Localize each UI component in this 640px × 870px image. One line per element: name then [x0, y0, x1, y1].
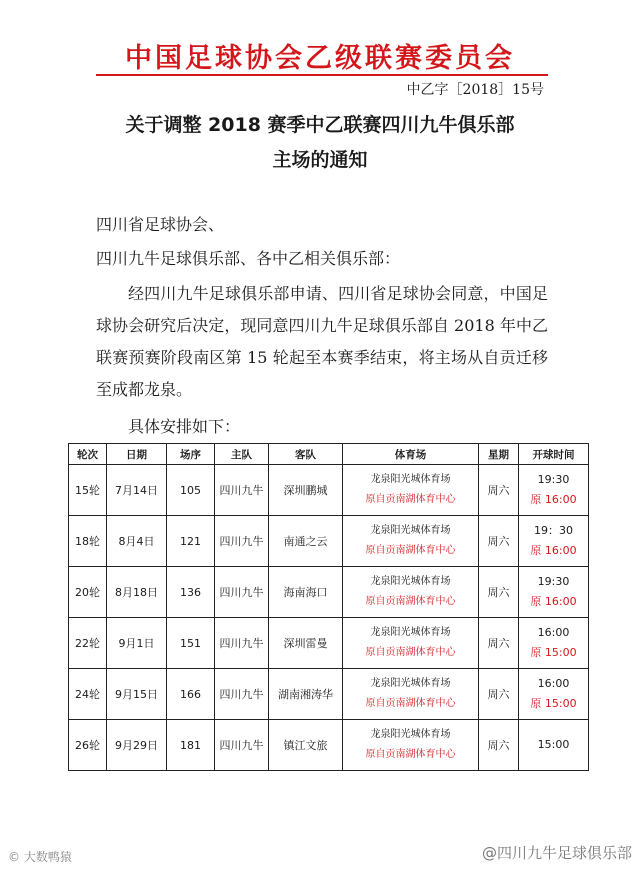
notice-title-line-1: 关于调整 2018 赛季中乙联赛四川九牛俱乐部	[125, 114, 515, 136]
cell-match-no: 105	[167, 465, 215, 516]
table-row	[69, 516, 589, 567]
recipient-line-2: 四川九牛足球俱乐部、各中乙相关俱乐部：	[96, 249, 401, 268]
cell-round: 18轮	[69, 516, 107, 567]
cell-home: 四川九牛	[215, 567, 269, 618]
venue-original: 原自贡南湖体育中心	[365, 494, 456, 505]
cell-venue	[343, 465, 479, 516]
body-paragraph: 经四川九牛足球俱乐部申请、四川省足球协会同意，中国足球协会研究后决定，现同意四川九牛足球俱乐部自 2018 年中乙联赛预赛阶段南区第 15 轮起至本赛季结束，将主场从自贡迁移至成都龙泉。	[96, 284, 548, 399]
cell-round: 22轮	[69, 618, 107, 669]
header-home: 主队	[215, 444, 269, 465]
header-venue: 体育场	[343, 444, 479, 465]
cell-round: 20轮	[69, 567, 107, 618]
venue-original: 原自贡南湖体育中心	[365, 698, 456, 709]
cell-round: 26轮	[69, 720, 107, 771]
cell-match-no: 121	[167, 516, 215, 567]
cell-date: 8月18日	[107, 567, 167, 618]
cell-weekday: 周六	[479, 567, 519, 618]
cell-home: 四川九牛	[215, 516, 269, 567]
header-away: 客队	[269, 444, 343, 465]
venue-original: 原自贡南湖体育中心	[365, 545, 456, 556]
cell-match-no: 136	[167, 567, 215, 618]
schedule-table-container	[68, 443, 589, 771]
cell-round: 15轮	[69, 465, 107, 516]
cell-away: 镇江文旅	[269, 720, 343, 771]
cell-date: 9月1日	[107, 618, 167, 669]
venue-new: 龙泉阳光城体育场	[370, 729, 451, 740]
table-row	[69, 465, 589, 516]
cell-kickoff	[519, 669, 589, 720]
kickoff-new: 16:00	[537, 626, 570, 639]
table-row	[69, 618, 589, 669]
header-round: 轮次	[69, 444, 107, 465]
cell-venue	[343, 618, 479, 669]
cell-kickoff	[519, 516, 589, 567]
cell-weekday: 周六	[479, 669, 519, 720]
kickoff-new: 19:30	[537, 575, 570, 588]
schedule-table	[68, 443, 589, 771]
recipient-line-1: 四川省足球协会、	[96, 215, 225, 234]
cell-away: 深圳鹏城	[269, 465, 343, 516]
cell-weekday: 周六	[479, 516, 519, 567]
cell-venue	[343, 669, 479, 720]
kickoff-original: 原 15:00	[530, 646, 577, 659]
org-header-title: 中国足球协会乙级联赛委员会	[125, 43, 515, 74]
notice-title-line-2: 主场的通知	[272, 149, 368, 171]
cell-match-no: 151	[167, 618, 215, 669]
cell-date: 7月14日	[107, 465, 167, 516]
venue-original: 原自贡南湖体育中心	[365, 749, 456, 760]
table-row	[69, 669, 589, 720]
watermark-right: @四川九牛足球俱乐部	[481, 844, 632, 862]
kickoff-original: 原 15:00	[530, 697, 577, 710]
cell-match-no: 166	[167, 669, 215, 720]
table-row	[69, 720, 589, 771]
header-kickoff: 开球时间	[519, 444, 589, 465]
venue-new: 龙泉阳光城体育场	[370, 576, 451, 587]
cell-weekday: 周六	[479, 720, 519, 771]
cell-home: 四川九牛	[215, 465, 269, 516]
cell-kickoff	[519, 465, 589, 516]
cell-venue	[343, 567, 479, 618]
arrangement-intro: 具体安排如下：	[128, 417, 241, 436]
cell-match-no: 181	[167, 720, 215, 771]
watermark-left: © 大数鸭猿	[8, 850, 72, 864]
document-number: 中乙字［2018］15号	[406, 82, 544, 98]
cell-away: 南通之云	[269, 516, 343, 567]
kickoff-original: 原 16:00	[530, 595, 577, 608]
kickoff-original: 原 16:00	[530, 544, 577, 557]
cell-date: 9月15日	[107, 669, 167, 720]
kickoff-new: 16:00	[537, 677, 570, 690]
kickoff-new: 15:00	[537, 738, 570, 751]
venue-new: 龙泉阳光城体育场	[370, 474, 451, 485]
kickoff-original: 原 16:00	[530, 493, 577, 506]
venue-new: 龙泉阳光城体育场	[370, 627, 451, 638]
cell-home: 四川九牛	[215, 720, 269, 771]
venue-original: 原自贡南湖体育中心	[365, 596, 456, 607]
table-header-row	[69, 444, 589, 465]
venue-original: 原自贡南湖体育中心	[365, 647, 456, 658]
header-date: 日期	[107, 444, 167, 465]
cell-home: 四川九牛	[215, 618, 269, 669]
cell-date: 9月29日	[107, 720, 167, 771]
cell-kickoff	[519, 618, 589, 669]
cell-home: 四川九牛	[215, 669, 269, 720]
kickoff-new: 19：30	[534, 524, 573, 537]
venue-new: 龙泉阳光城体育场	[370, 678, 451, 689]
header-divider	[96, 74, 548, 76]
cell-away: 海南海口	[269, 567, 343, 618]
header-match-no: 场序	[167, 444, 215, 465]
cell-kickoff	[519, 567, 589, 618]
cell-date: 8月4日	[107, 516, 167, 567]
cell-away: 湖南湘涛华	[269, 669, 343, 720]
cell-venue	[343, 720, 479, 771]
header-weekday: 星期	[479, 444, 519, 465]
kickoff-new: 19:30	[537, 473, 570, 486]
cell-venue	[343, 516, 479, 567]
cell-round: 24轮	[69, 669, 107, 720]
cell-away: 深圳雷曼	[269, 618, 343, 669]
cell-kickoff	[519, 720, 589, 771]
venue-new: 龙泉阳光城体育场	[370, 525, 451, 536]
cell-weekday: 周六	[479, 618, 519, 669]
table-row	[69, 567, 589, 618]
cell-weekday: 周六	[479, 465, 519, 516]
